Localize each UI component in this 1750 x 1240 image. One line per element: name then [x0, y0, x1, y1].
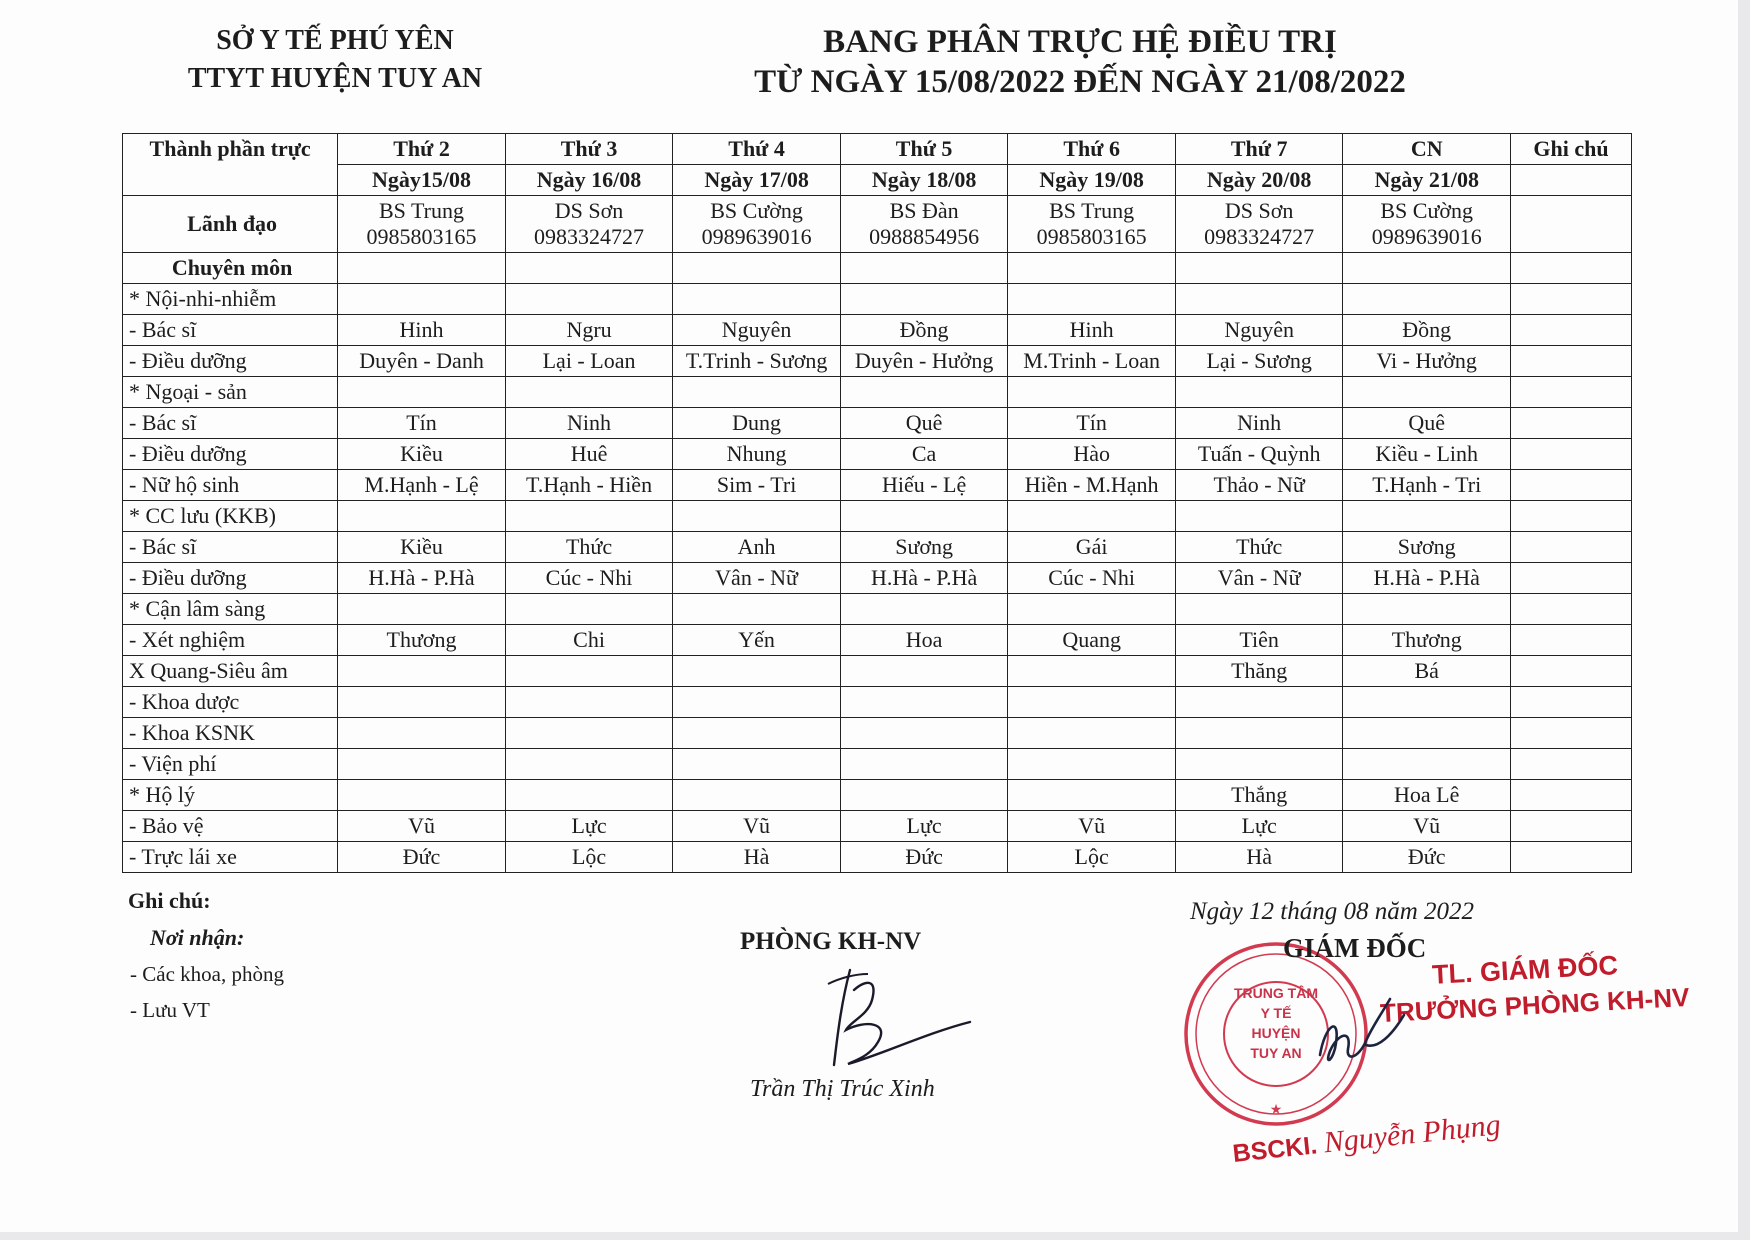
roster-cell: Duyên - Hưởng — [840, 346, 1008, 377]
roster-row — [123, 377, 1632, 408]
roster-row — [123, 656, 1632, 687]
roster-cell: Quang — [1008, 625, 1176, 656]
roster-cell — [505, 501, 673, 532]
roster-row — [123, 594, 1632, 625]
roster-cell: Hinh — [338, 315, 506, 346]
row-label: * Nội-nhi-nhiễm — [123, 284, 338, 315]
row-label: - Trực lái xe — [123, 842, 338, 873]
leader-name: DS Sơn — [554, 198, 624, 223]
leader-cell — [505, 196, 673, 253]
roster-cell — [505, 284, 673, 315]
roster-cell: Gái — [1008, 532, 1176, 563]
roster-cell — [840, 749, 1008, 780]
roster-cell: H.Hà - P.Hà — [1343, 563, 1511, 594]
note-cell — [1510, 346, 1631, 377]
row-label: - Xét nghiệm — [123, 625, 338, 656]
roster-cell — [840, 253, 1008, 284]
roster-cell: Lực — [505, 811, 673, 842]
roster-cell — [1008, 253, 1176, 284]
roster-row — [123, 346, 1632, 377]
date-header: Ngày 17/08 — [673, 165, 841, 196]
roster-cell: Vũ — [338, 811, 506, 842]
approver-name: Nguyễn Phụng — [1322, 1108, 1503, 1160]
leader-name: BS Trung — [1049, 198, 1135, 223]
note-cell — [1510, 749, 1631, 780]
roster-cell — [1343, 377, 1511, 408]
stamp-line: HUYỆN — [1251, 1025, 1301, 1041]
roster-cell: T.Hạnh - Tri — [1343, 470, 1511, 501]
roster-cell — [505, 377, 673, 408]
roster-cell: Sương — [1343, 532, 1511, 563]
roster-cell: Kiều — [338, 439, 506, 470]
roster-cell — [1175, 284, 1343, 315]
row-label: - Điều dưỡng — [123, 563, 338, 594]
note-cell — [1510, 439, 1631, 470]
roster-cell — [338, 501, 506, 532]
note-cell — [1510, 687, 1631, 718]
roster-cell — [673, 749, 841, 780]
tl-director-title: TL. GIÁM ĐỐC — [1431, 950, 1619, 990]
roster-cell: H.Hà - P.Hà — [338, 563, 506, 594]
roster-row — [123, 408, 1632, 439]
note-cell — [1510, 315, 1631, 346]
weekday-header: Thứ 5 — [840, 134, 1008, 165]
roster-cell: Ninh — [1175, 408, 1343, 439]
roster-cell — [840, 656, 1008, 687]
stamp-line: Y TẾ — [1260, 1005, 1292, 1021]
roster-cell: Duyên - Danh — [338, 346, 506, 377]
roster-cell — [1008, 718, 1176, 749]
leader-cell — [673, 196, 841, 253]
roster-cell: Lực — [840, 811, 1008, 842]
roster-cell — [505, 687, 673, 718]
roster-cell: Cúc - Nhi — [505, 563, 673, 594]
leader-name: BS Cường — [1380, 198, 1474, 223]
roster-cell: Thức — [505, 532, 673, 563]
weekday-header: Thứ 4 — [673, 134, 841, 165]
date-header: Ngày15/08 — [338, 165, 506, 196]
roster-row — [123, 563, 1632, 594]
roster-row — [123, 625, 1632, 656]
notes-label: Ghi chú: — [128, 888, 211, 913]
header-row-weekday — [123, 134, 1632, 165]
note-cell — [1510, 656, 1631, 687]
roster-cell: Đồng — [1343, 315, 1511, 346]
roster-row — [123, 532, 1632, 563]
roster-cell — [840, 687, 1008, 718]
date-header: Ngày 18/08 — [840, 165, 1008, 196]
roster-cell: Nhung — [673, 439, 841, 470]
leader-cell — [1008, 196, 1176, 253]
roster-cell — [840, 780, 1008, 811]
leader-phone: 0989639016 — [701, 224, 812, 249]
note-cell — [1510, 532, 1631, 563]
roster-cell — [338, 284, 506, 315]
row-label: - Bảo vệ — [123, 811, 338, 842]
org-line-2: TTYT HUYỆN TUY AN — [187, 63, 483, 94]
roster-cell — [673, 656, 841, 687]
weekday-header: Thứ 7 — [1175, 134, 1343, 165]
leader-phone: 0989639016 — [1371, 224, 1482, 249]
roster-row — [123, 439, 1632, 470]
roster-cell — [1175, 718, 1343, 749]
leader-name: BS Cường — [710, 198, 803, 223]
roster-cell: Đức — [1343, 842, 1511, 873]
approver-title: BSCKI. — [1231, 1131, 1319, 1168]
roster-cell — [1008, 749, 1176, 780]
roster-row — [123, 749, 1632, 780]
recipient-item: - Lưu VT — [130, 998, 210, 1022]
row-label: - Điều dưỡng — [123, 346, 338, 377]
note-cell — [1510, 253, 1631, 284]
roster-row — [123, 284, 1632, 315]
roster-cell: Sương — [840, 532, 1008, 563]
roster-cell: Hiền - M.Hạnh — [1008, 470, 1176, 501]
row-label: X Quang-Siêu âm — [123, 656, 338, 687]
roster-cell — [673, 594, 841, 625]
date-header: Ngày 20/08 — [1175, 165, 1343, 196]
note-cell — [1510, 284, 1631, 315]
recipient-item: - Các khoa, phòng — [130, 962, 284, 986]
note-cell — [1510, 563, 1631, 594]
weekday-header: Thứ 6 — [1008, 134, 1176, 165]
weekday-header: Thứ 3 — [505, 134, 673, 165]
roster-cell: Chi — [505, 625, 673, 656]
weekday-header: CN — [1343, 134, 1511, 165]
row-label: - Bác sĩ — [123, 315, 338, 346]
roster-cell: Quê — [1343, 408, 1511, 439]
row-label: - Khoa dược — [123, 687, 338, 718]
roster-cell — [1175, 687, 1343, 718]
roster-cell — [338, 780, 506, 811]
stamp-line: TUY AN — [1250, 1045, 1302, 1061]
leader-cell — [1343, 196, 1511, 253]
roster-cell — [840, 377, 1008, 408]
row-label: * Cận lâm sàng — [123, 594, 338, 625]
roster-cell — [1008, 656, 1176, 687]
roster-cell: Ngru — [505, 315, 673, 346]
roster-cell: H.Hà - P.Hà — [840, 563, 1008, 594]
roster-cell — [338, 377, 506, 408]
roster-cell — [673, 284, 841, 315]
roster-cell: Thương — [1343, 625, 1511, 656]
roster-cell — [1008, 687, 1176, 718]
note-header: Ghi chú — [1510, 134, 1631, 165]
roster-cell: Đức — [338, 842, 506, 873]
leader-cell — [840, 196, 1008, 253]
organization-header — [170, 22, 500, 98]
roster-cell — [1175, 377, 1343, 408]
roster-cell — [673, 377, 841, 408]
roster-cell — [673, 253, 841, 284]
note-cell — [1510, 501, 1631, 532]
note-cell — [1510, 842, 1631, 873]
roster-row — [123, 501, 1632, 532]
roster-cell: Đồng — [840, 315, 1008, 346]
leader-phone: 0988854956 — [869, 224, 980, 249]
roster-cell — [840, 594, 1008, 625]
roster-cell: Thắng — [1175, 780, 1343, 811]
duty-roster-table — [122, 133, 1632, 873]
director-title: GIÁM ĐỐC — [1283, 933, 1427, 963]
roster-row — [123, 718, 1632, 749]
roster-cell — [505, 253, 673, 284]
roster-row — [123, 253, 1632, 284]
roster-cell: Ca — [840, 439, 1008, 470]
roster-cell: Thăng — [1175, 656, 1343, 687]
roster-cell — [1343, 501, 1511, 532]
roster-cell — [505, 749, 673, 780]
roster-row — [123, 842, 1632, 873]
date-header: Ngày 16/08 — [505, 165, 673, 196]
roster-row — [123, 687, 1632, 718]
note-cell — [1510, 625, 1631, 656]
roster-cell — [1343, 718, 1511, 749]
note-cell — [1510, 196, 1631, 253]
roster-cell: Lộc — [1008, 842, 1176, 873]
date-header: Ngày 21/08 — [1343, 165, 1511, 196]
recipients-label: Nơi nhận: — [150, 925, 245, 950]
stamp-line: TRUNG TÂM — [1234, 985, 1318, 1001]
head-department-title: TRƯỞNG PHÒNG KH-NV — [1379, 981, 1691, 1029]
note-cell — [1510, 408, 1631, 439]
roster-cell — [1008, 594, 1176, 625]
roster-cell: Hà — [1175, 842, 1343, 873]
roster-cell: Hoa — [840, 625, 1008, 656]
title-line-1: BANG PHÂN TRỰC HỆ ĐIỀU TRỊ — [823, 24, 1337, 60]
leader-cell — [1175, 196, 1343, 253]
roster-cell: Tuấn - Quỳnh — [1175, 439, 1343, 470]
roster-cell: Kiều — [338, 532, 506, 563]
roster-cell: Vi - Hưởng — [1343, 346, 1511, 377]
signature-phung-icon — [1300, 985, 1410, 1085]
roster-cell: Vân - Nữ — [673, 563, 841, 594]
leader-phone: 0983324727 — [534, 224, 645, 249]
note-cell — [1510, 780, 1631, 811]
roster-row — [123, 470, 1632, 501]
leader-label: Lãnh đạo — [123, 196, 338, 253]
roster-cell — [840, 501, 1008, 532]
roster-cell — [505, 594, 673, 625]
roster-cell: Lộc — [505, 842, 673, 873]
document-title — [720, 22, 1440, 102]
roster-cell — [1343, 687, 1511, 718]
roster-cell — [338, 656, 506, 687]
roster-cell — [338, 594, 506, 625]
roster-cell — [673, 501, 841, 532]
row-label: - Bác sĩ — [123, 532, 338, 563]
roster-cell — [1175, 253, 1343, 284]
roster-cell — [1008, 780, 1176, 811]
roster-cell: Hào — [1008, 439, 1176, 470]
header-row-date — [123, 165, 1632, 196]
roster-cell — [1175, 749, 1343, 780]
roster-cell — [1175, 594, 1343, 625]
roster-cell — [840, 718, 1008, 749]
roster-row — [123, 780, 1632, 811]
roster-cell: M.Hạnh - Lệ — [338, 470, 506, 501]
org-line-1: SỞ Y TẾ PHÚ YÊN — [216, 25, 454, 56]
row-label: * Ngoại - sản — [123, 377, 338, 408]
svg-text:★: ★ — [1269, 1101, 1283, 1117]
roster-cell — [1343, 284, 1511, 315]
row-label: * CC lưu (KKB) — [123, 501, 338, 532]
roster-cell — [505, 656, 673, 687]
roster-cell: Vũ — [673, 811, 841, 842]
roster-cell: Vân - Nữ — [1175, 563, 1343, 594]
leader-name: BS Đàn — [889, 198, 959, 223]
roster-cell: Hà — [673, 842, 841, 873]
roster-cell: Tiên — [1175, 625, 1343, 656]
note-cell — [1510, 165, 1631, 196]
roster-cell: Lại - Loan — [505, 346, 673, 377]
roster-cell: Tín — [338, 408, 506, 439]
roster-cell: Nguyên — [1175, 315, 1343, 346]
roster-cell: Nguyên — [673, 315, 841, 346]
leader-name: BS Trung — [379, 198, 465, 223]
corner-header: Thành phần trực — [123, 134, 338, 196]
roster-cell: Dung — [673, 408, 841, 439]
roster-cell: Lực — [1175, 811, 1343, 842]
row-label: - Điều dưỡng — [123, 439, 338, 470]
roster-cell — [338, 749, 506, 780]
weekday-header: Thứ 2 — [338, 134, 506, 165]
note-cell — [1510, 470, 1631, 501]
row-label: - Khoa KSNK — [123, 718, 338, 749]
roster-cell — [338, 253, 506, 284]
roster-cell: Hiếu - Lệ — [840, 470, 1008, 501]
roster-cell — [1175, 501, 1343, 532]
note-cell — [1510, 377, 1631, 408]
roster-cell: Yến — [673, 625, 841, 656]
roster-cell: Quê — [840, 408, 1008, 439]
roster-cell: Vũ — [1343, 811, 1511, 842]
date-header: Ngày 19/08 — [1008, 165, 1176, 196]
roster-cell: Lại - Sương — [1175, 346, 1343, 377]
roster-cell: Huê — [505, 439, 673, 470]
issue-date: Ngày 12 tháng 08 năm 2022 — [1190, 898, 1475, 925]
roster-cell — [505, 780, 673, 811]
signature-xinh-icon — [820, 960, 980, 1075]
note-cell — [1510, 594, 1631, 625]
roster-cell: Kiều - Linh — [1343, 439, 1511, 470]
signer-name: Trần Thị Trúc Xinh — [750, 1076, 935, 1102]
roster-cell — [673, 687, 841, 718]
roster-cell: Thảo - Nữ — [1175, 470, 1343, 501]
department-title: PHÒNG KH-NV — [740, 928, 922, 955]
leader-phone: 0985803165 — [366, 224, 477, 249]
roster-row — [123, 811, 1632, 842]
roster-cell — [1008, 284, 1176, 315]
roster-cell: Vũ — [1008, 811, 1176, 842]
row-label: - Viện phí — [123, 749, 338, 780]
roster-cell — [840, 284, 1008, 315]
roster-cell: Anh — [673, 532, 841, 563]
roster-cell: Cúc - Nhi — [1008, 563, 1176, 594]
roster-cell: Hoa Lê — [1343, 780, 1511, 811]
roster-cell: T.Trinh - Sương — [673, 346, 841, 377]
roster-cell — [1343, 594, 1511, 625]
roster-cell — [1008, 377, 1176, 408]
roster-cell — [673, 718, 841, 749]
roster-cell — [1343, 253, 1511, 284]
row-label: * Hộ lý — [123, 780, 338, 811]
title-line-2: TỪ NGÀY 15/08/2022 ĐẾN NGÀY 21/08/2022 — [754, 64, 1406, 100]
roster-cell: Thương — [338, 625, 506, 656]
row-label: - Nữ hộ sinh — [123, 470, 338, 501]
roster-cell — [338, 687, 506, 718]
roster-cell: Bá — [1343, 656, 1511, 687]
row-label: - Bác sĩ — [123, 408, 338, 439]
leader-cell — [338, 196, 506, 253]
leader-name: DS Sơn — [1224, 198, 1294, 223]
leader-row — [123, 196, 1632, 253]
roster-cell — [1008, 501, 1176, 532]
roster-cell — [673, 780, 841, 811]
leader-phone: 0983324727 — [1204, 224, 1315, 249]
roster-cell — [1343, 749, 1511, 780]
roster-cell: Ninh — [505, 408, 673, 439]
roster-cell: Tín — [1008, 408, 1176, 439]
note-cell — [1510, 718, 1631, 749]
roster-row — [123, 315, 1632, 346]
row-label: Chuyên môn — [123, 253, 338, 284]
roster-cell — [505, 718, 673, 749]
roster-cell: Sim - Tri — [673, 470, 841, 501]
roster-cell: T.Hạnh - Hiền — [505, 470, 673, 501]
roster-cell: Đức — [840, 842, 1008, 873]
roster-cell: Thức — [1175, 532, 1343, 563]
leader-phone: 0985803165 — [1036, 224, 1147, 249]
roster-cell: M.Trinh - Loan — [1008, 346, 1176, 377]
note-cell — [1510, 811, 1631, 842]
roster-cell — [338, 718, 506, 749]
roster-cell: Hinh — [1008, 315, 1176, 346]
